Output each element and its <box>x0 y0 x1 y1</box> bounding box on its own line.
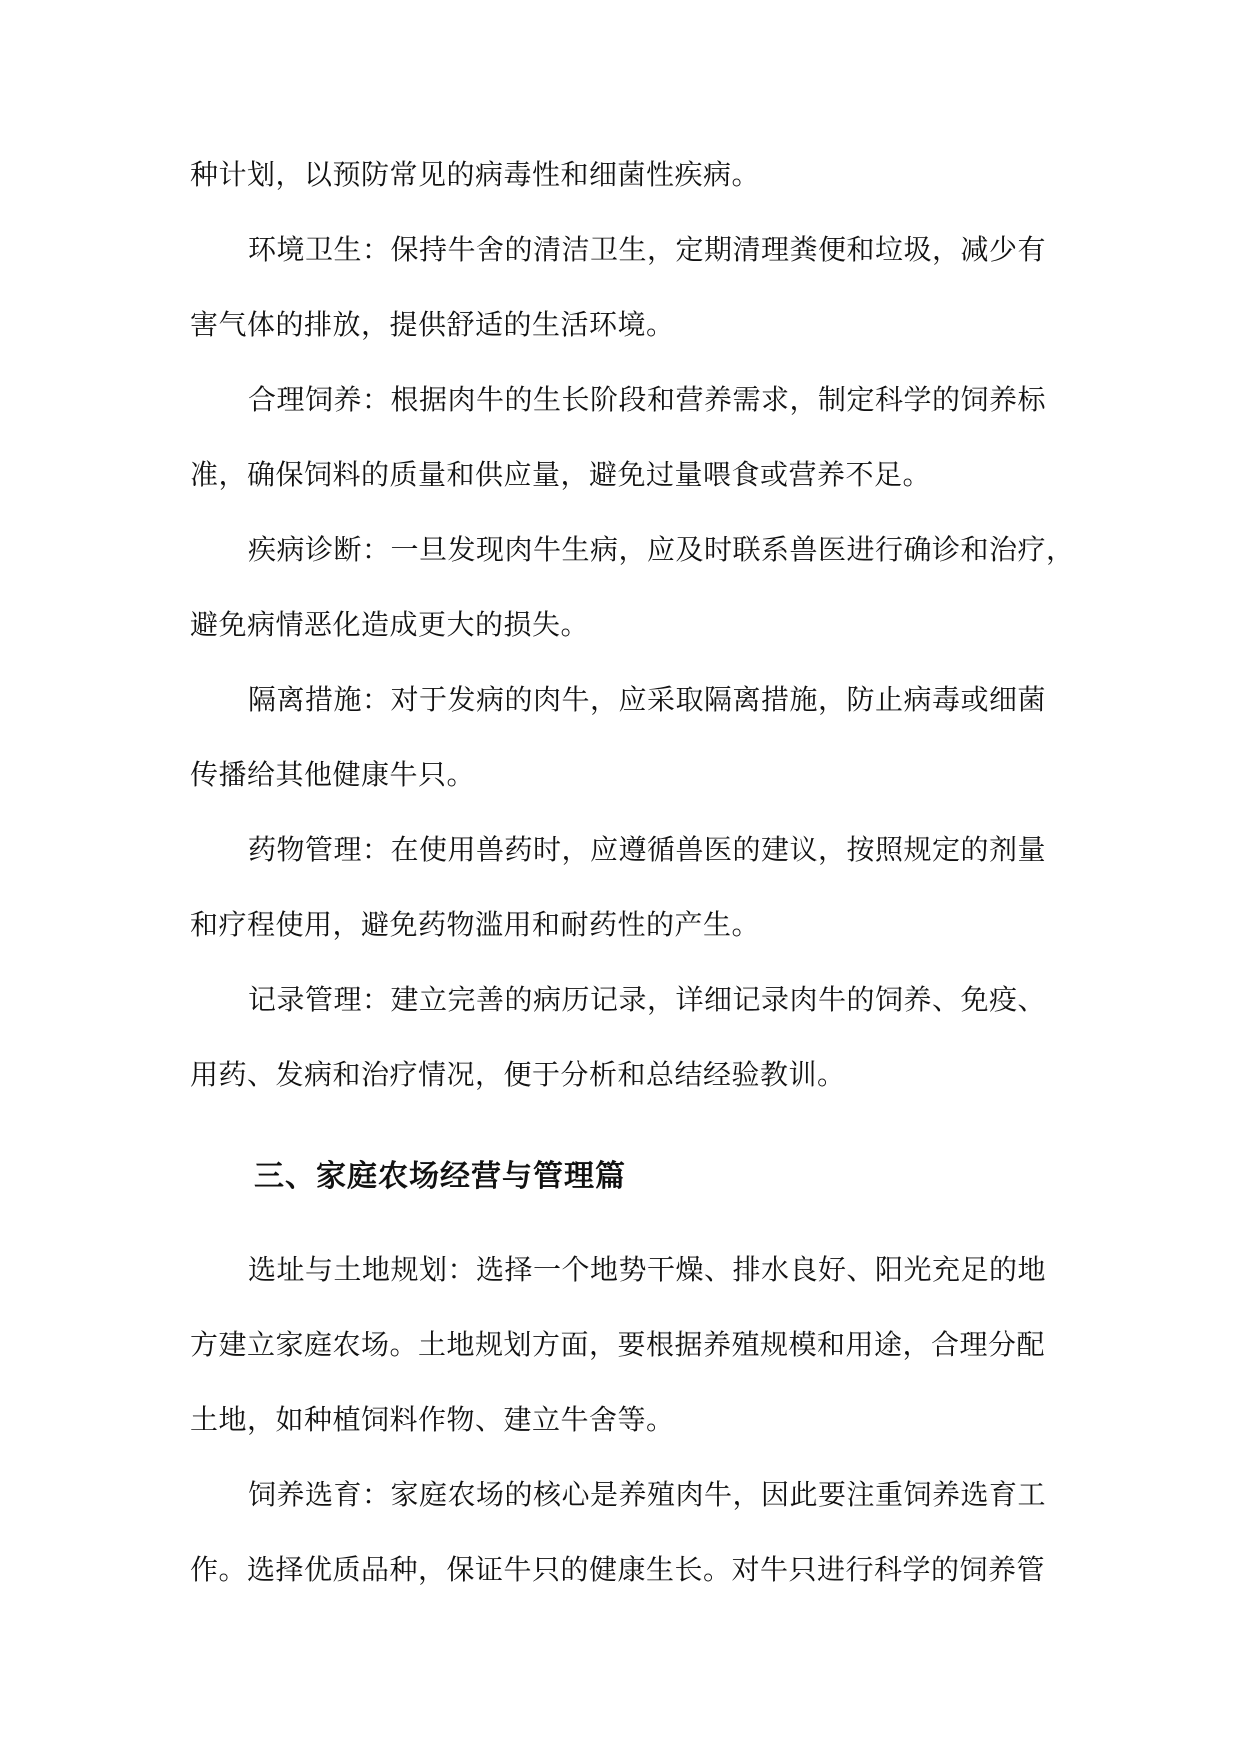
text-line: 作。选择优质品种，保证牛只的健康生长。对牛只进行科学的饲养管 <box>190 1553 1046 1586</box>
text-line: 避免病情恶化造成更大的损失。 <box>190 608 590 641</box>
text-line: 方建立家庭农场。土地规划方面，要根据养殖规模和用途，合理分配 <box>190 1328 1046 1361</box>
paragraph-line: 记录管理：建立完善的病历记录，详细记录肉牛的饲养、免疫、 <box>248 983 1047 1016</box>
text-line: 种计划，以预防常见的病毒性和细菌性疾病。 <box>190 158 761 191</box>
text-line: 传播给其他健康牛只。 <box>190 758 476 791</box>
text-line: 准，确保饲料的质量和供应量，避免过量喂食或营养不足。 <box>190 458 932 491</box>
paragraph-line: 隔离措施：对于发病的肉牛，应采取隔离措施，防止病毒或细菌 <box>248 683 1047 716</box>
paragraph-line: 选址与土地规划：选择一个地势干燥、排水良好、阳光充足的地 <box>248 1253 1047 1286</box>
paragraph-line: 合理饲养：根据肉牛的生长阶段和营养需求，制定科学的饲养标 <box>248 383 1047 416</box>
text-line: 害气体的排放，提供舒适的生活环境。 <box>190 308 675 341</box>
text-line: 土地，如种植饲料作物、建立牛舍等。 <box>190 1403 675 1436</box>
paragraph-line: 环境卫生：保持牛舍的清洁卫生，定期清理粪便和垃圾，减少有 <box>248 233 1047 266</box>
text-line: 和疗程使用，避免药物滥用和耐药性的产生。 <box>190 908 761 941</box>
paragraph-line: 疾病诊断：一旦发现肉牛生病，应及时联系兽医进行确诊和治疗， <box>248 533 1075 566</box>
paragraph-line: 饲养选育：家庭农场的核心是养殖肉牛，因此要注重饲养选育工 <box>248 1478 1047 1511</box>
text-line: 用药、发病和治疗情况，便于分析和总结经验教训。 <box>190 1058 846 1091</box>
section-heading: 三、家庭农场经营与管理篇 <box>254 1159 626 1194</box>
paragraph-line: 药物管理：在使用兽药时，应遵循兽医的建议，按照规定的剂量 <box>248 833 1047 866</box>
